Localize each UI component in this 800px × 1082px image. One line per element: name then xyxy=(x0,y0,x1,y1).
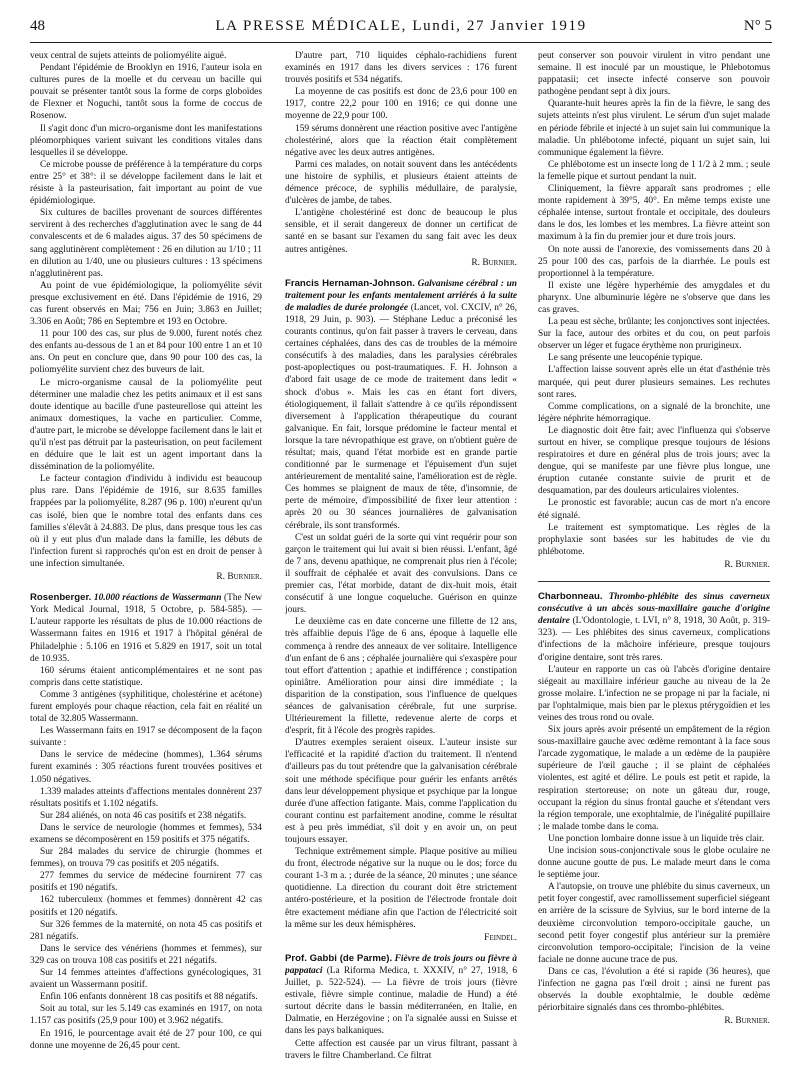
column-2 xyxy=(285,50,517,1078)
paragraph: Soit au total, sur les 5.149 cas examinés en 1917, on nota 1.157 cas positifs (25,9 pour 100) et 3.962 négatifs. xyxy=(30,1004,262,1027)
header-rule xyxy=(30,42,772,43)
paragraph: Dans le service des vénériens (hommes et femmes), sur 329 cas on trouva 108 cas positifs et 221 négatifs. xyxy=(30,943,262,966)
paragraph: Sur 326 femmes de la maternité, on nota 45 cas positifs et 281 négatifs. xyxy=(30,919,262,942)
article-citation: (The New York Medical Journal, 1918, 5 Octobre, p. 584-585). — L'auteur rapporte les résultats de plus de 10.000 réactions de Wassermann faites en 1916 et 1917 à l'hôpital général de Philadelphie : 5.106 en 1916 et 5.829 en 1917, soit un total de 10.935. xyxy=(30,593,262,664)
article-author: Francis Hernaman-Johnson. xyxy=(285,277,415,289)
paragraph: Technique extrêmement simple. Plaque positive au milieu du front, électrode négative sur la nuque ou le dos; force du courant 1-3 m a. ; durée de la séance, 20 minutes ; une séance quotidienne. La direction du courant doit être strictement antéro-postérieure, et la position de l'électrode frontale doit être exactement médiane afin que l'action de l'électricité soit la même sur les deux hémisphères. xyxy=(285,847,517,930)
paragraph: 160 sérums étaient anticomplémentaires et ne sont pas compris dans cette statistique. xyxy=(30,665,262,688)
paragraph: D'autre part, 710 liquides céphalo-rachidiens furent examinés en 1917 dans les divers services : 176 furent trouvés positifs et 534 négatifs. xyxy=(285,51,517,86)
paragraph: L'auteur en rapporte un cas où l'abcès d'origine dentaire siégeait au maxillaire inférieur gauche au niveau de la 2e grosse molaire. L'infection ne se propage ni par la faciale, ni par l'ophtalmique, mais bien par le plexus ptérygoïdien et les veines des trous rond ou ovale. xyxy=(538,664,770,723)
paragraph: L'antigène cholestériné est donc de beaucoup le plus sensible, et il serait dangereux de donner un certificat de santé en se basant sur l'examen du sang fait avec les deux autres antigènes. xyxy=(285,208,517,255)
paragraph: Six jours après avoir présenté un empâtement de la région sous-maxillaire gauche avec œdème remontant à la face sous l'arcade zygomatique, le malade a un œdème de la paupière supérieure de l'œil gauche ; il se plaint de céphalées violentes, est agité et délire. Le pouls est petit et rapide, la respiration stertoreuse; on note un gâteau dur, rouge, occupant la région du sinus frontal gauche et s'étendant vers la région temporale, une exophtalmie, de l'inégalité pupillaire ; le malade tombe dans le coma. xyxy=(538,725,770,832)
paragraph: L'affection laisse souvent après elle un état d'asthénie très marquée, qui peut durer plusieurs semaines. Les rechutes sont rares. xyxy=(538,365,770,400)
article-wassermann xyxy=(30,592,262,1052)
paragraph: Ce microbe pousse de préférence à la température du corps entre 25° et 38°: il se développe facilement dans le lait et résiste à la pasteurisation, fait important au point de vue épidémiologique. xyxy=(30,159,262,207)
article-heading xyxy=(285,953,517,1038)
article-galvanisme xyxy=(285,278,517,944)
paragraph: C'est un soldat guéri de la sorte qui vint requérir pour son garçon le traitement qui lui avait si bien réussi. L'enfant, âgé de 7 ans, devenu apathique, ne comprenait plus rien à l'école; il souffrait de céphalée et avait des convulsions. Dans ce premier cas, l'état morbide, datant de dix-huit mois, était consécutif à une longue coqueluche. Guérison en quinze jours. xyxy=(285,532,517,616)
paragraph: Le sang présente une leucopénie typique. xyxy=(548,353,703,364)
paragraph: Il existe une légère hyperhémie des amygdales et du pharynx. Une albuminurie légère ne s'observe que dans les cas graves. xyxy=(538,280,770,315)
paragraph: Ce phlébotome est un insecte long de 1 1/2 à 2 mm. ; seule la femelle pique et surtout pendant la nuit. xyxy=(538,159,770,182)
paragraph: La moyenne de cas positifs est donc de 23,6 pour 100 en 1917, contre 22,2 pour 100 en 1916; ce qui donne une moyenne de 22,9 pour 100. xyxy=(285,87,517,122)
article-citation: (L'Odontologie, t. LVI, n° 8, 1918, 30 Août, p. 319-323). — Les phlébites des sinus caverneux, complications d'infections de la mâchoire inférieure, presque toujours d'origine dentaire, sont très rares. xyxy=(538,616,770,663)
paragraph: Le micro-organisme causal de la poliomyélite peut déterminer une maladie chez les petits animaux et il est sans doute identique au bacille d'une pasteurellose qui atteint les animaux domestiques, la vache en particulier. Comme, d'autre part, le microbe se développe facilement dans le lait et qu'il n'est pas détruit par la pasteurisation, on peut facilement en déduire que le lait est un agent important dans la dissémination de la poliomyélite. xyxy=(30,377,262,473)
paragraph: La peau est sèche, brûlante; les conjonctives sont injectées. Sur la face, autour des orbites et du cou, on peut parfois observer un léger et fugace érythème non prurigineux. xyxy=(538,317,770,352)
paragraph: Au point de vue épidémiologique, la poliomyélite sévit presque exclusivement en été. Dans l'épidémie de 1916, 29 cas furent observés en Mai; 756 en Juin; 3.863 en Juillet; 3.306 en Août; 786 en Septembre et 193 en Octobre. xyxy=(30,280,262,328)
journal-title: LA PRESSE MÉDICALE, Lundi, 27 Janvier 1919 xyxy=(215,18,587,34)
paragraph: Cliniquement, la fièvre apparaît sans prodromes ; elle monte rapidement à 39°5, 40°. En même temps existe une céphalée intense, surtout frontale et occipitale, des douleurs dans le dos, les lombes et les membres. La fièvre atteint son maximum à la fin du premier jour et dure trois jours. xyxy=(538,184,770,243)
paragraph: En 1916, le pourcentage avait été de 27 pour 100, ce qui donne une moyenne de 26,45 pour cent. xyxy=(30,1028,262,1051)
paragraph: D'autres exemples seraient oiseux. L'auteur insiste sur l'efficacité et la rapidité d'action du traitement. Il n'entend d'ailleurs pas du tout prétendre que la galvanisation cérébrale soit une méthode spécifique pour guérir les enfants arrêtés dans leur développement physique et psychique par la longue durée d'une affection fatigante. Mais, comme l'application du courant continu est parfaitement anodine, comme le résultat est à peu près immédiat, s'il doit y en avoir un, on peut toujours essayer. xyxy=(285,738,517,845)
paragraph: Le traitement est symptomatique. Les règles de la prophylaxie sont basées sur les habitudes de vie du phlébotome. xyxy=(538,522,770,557)
paragraph: Une incision sous-conjonctivale sous le globe oculaire ne donne aucune goutte de pus. Le malade meurt dans le coma le septième jour. xyxy=(538,846,770,881)
issue-number: N° 5 xyxy=(743,18,772,34)
paragraph: Dans le service de médecine (hommes), 1.364 sérums furent examinés : 305 réactions furent trouvées positives et 1.050 négatives. xyxy=(30,750,262,785)
article-title: Galvanisme cérébral : un traitement pour les enfants mentalement arriérés à la suite de maladies de durée prolongée xyxy=(285,278,517,313)
article-author: Charbonneau. xyxy=(538,591,603,603)
paragraph: Sur 14 femmes atteintes d'affections gynécologiques, 31 avaient un Wassermann positif. xyxy=(30,968,262,991)
article-fievre-trois-jours xyxy=(285,953,517,1062)
paragraph: Quarante-huit heures après la fin de la fièvre, le sang des sujets atteints n'est plus virulent. Le sérum d'un sujet malade en période fébrile et injecté à un sujet sain lui communique la maladie. Un phlébotome infecté, piquant un sujet sain, lui communique également la fièvre. xyxy=(538,99,770,158)
article-title: Fièvre de trois jours ou fièvre à pappataci xyxy=(285,953,517,976)
paragraph: Cette affection est causée par un virus filtrant, passant à travers le filtre Chamberland. Ce filtrat xyxy=(285,1038,517,1061)
article-author: Rosenberger. xyxy=(30,592,92,604)
author-signature: R. Burnier. xyxy=(724,559,770,570)
page-header xyxy=(30,18,772,40)
article-heading xyxy=(285,278,517,532)
paragraph: Le deuxième cas en date concerne une fillette de 12 ans, très affaiblie depuis l'âge de 6 ans, époque à laquelle elle commença à rendre des anneaux de ver solitaire. Intelligence d'un enfant de 6 ans ; céphalée journalière qui s'exaspère pour tout effort d'attention ; apathie et indifférence ; constipation opiniâtre. Amélioration pour ainsi dire immédiate ; la disparition de la constipation, sous l'influence de quelques séances de galvanisation cérébrale, fut une surprise. Ultérieurement la fillette, redevenue alerte de corps et d'esprit, fit à l'école des progrès rapides. xyxy=(285,617,517,737)
column-1 xyxy=(30,50,262,1078)
paragraph: 11 pour 100 des cas, sur plus de 9.000, furent notés chez des enfants au-dessous de 1 an et 84 pour 100 entre 1 an et 10 ans. On peut en conclure que, dans 90 pour 100 des cas, la poliomyélite survient chez des buveurs de lait. xyxy=(30,329,262,376)
article-heading xyxy=(30,592,262,665)
paragraph: Sur 284 aliénés, on nota 46 cas positifs et 238 négatifs. xyxy=(40,810,247,821)
author-signature: R. Burnier. xyxy=(216,572,262,583)
paragraph: On note aussi de l'anorexie, des vomissements dans 20 à 25 pour 100 des cas, parfois de la diarrhée. Le pouls est proportionnel à la température. xyxy=(538,244,770,279)
paragraph: Il s'agit donc d'un micro-organisme dont les manifestations pléomorphiques varient suivant les conditions vitales dans lesquelles il se développe. xyxy=(30,123,262,158)
article-citation: (Lancet, vol. CXCIV, n° 26, 1918, 29 Juin, p. 903). — Stéphane Leduc a préconisé les courants continus, qu'on fait passer à travers le cerveau, dans certaines céphalées, dans des cas de troubles de la mémoire consécutifs à des maladies, dans les paralysies cérébrales post-apoplectiques ou post-traumatiques. F. H. Johnson a d'abord fait usage de ce mode de traitement dans ledit « shock d'obus ». Mais les cas en étant fort divers, étiologiquement, il fallait s'attendre à ce qu'ils répondissent diversement à l'application thérapeutique du courant galvanique. En fait, lorsque prédomine le facteur mental et lorsque la tare névropathique est grave, on n'obtient guère de résultat; mais, quand l'état morbide est en grande partie conditionné par le surmenage et l'épuisement d'un sujet antérieurement de mentalité saine, l'amélioration est de règle. Ces hommes se plaignent de maux de tête, d'insomnie, de perte de mémoire, d'impossibilité de fixer leur attention : après 20 ou 30 séances journalières de galvanisation cérébrale, ils sont transformés. xyxy=(285,302,517,531)
paragraph: Pendant l'épidémie de Brooklyn en 1916, l'auteur isola en cultures pures de la moelle et du cerveau un bacille qui pouvait se présenter tantôt sous la forme de corps globoïdes de Flexner et Noguchi, tantôt sous la forme de coccus de Rosenow. xyxy=(30,63,262,122)
paragraph: peut conserver son pouvoir virulent in vitro pendant une semaine. Il est inoculé par un moustique, le Phlebotomus pappatasii; cet insecte infecté conserve son pouvoir pathogène pendant sept à dix jours. xyxy=(538,51,770,98)
paragraph: Six cultures de bacilles provenant de sources différentes servirent à des recherches d'agglutination avec le sang de 44 convalescents et de 6 malades aigus. 37 des 50 spécimens de sang agglutinèrent complètement : 26 en dilution au 1/10 ; 11 en dilution au 1/40, une ou plusieurs cultures : 13 spécimens n'agglutinèrent pas. xyxy=(30,208,262,279)
article-heading xyxy=(538,591,770,664)
article-title: 10.000 réactions de Wassermann xyxy=(93,593,222,604)
paragraph: Parmi ces malades, on notait souvent dans les antécédents une histoire de syphilis, et plusieurs étaient atteints de démence précoce, de syphilis médullaire, de paralysie, d'ulcères de jambe, de tabes. xyxy=(285,159,517,207)
column-3 xyxy=(538,50,770,1078)
article-separator xyxy=(538,581,770,582)
paragraph: Dans ce cas, l'évolution a été si rapide (36 heures), que l'infection ne gagna pas l'œil droit ; ainsi ne furent pas observés la double exophtalmie, le double œdème périorbitaire signalés dans ces thrombo-phlébites. xyxy=(538,966,770,1014)
page-number: 48 xyxy=(30,18,45,34)
paragraph: Le facteur contagion d'individu à individu est beaucoup plus rare. Dans l'épidémie de 1916, sur 8.635 familles frappées par la poliomyélite, 8.287 (96 p. 100) n'eurent qu'un cas isolé, bien que le nombre total des enfants dans ces familles s'élevât à 24.883. De plus, dans presque tous les cas où il y eut plus d'un malade dans la famille, les débuts de l'infection furent si rapprochés qu'on est en droit de penser à une infection simultanée. xyxy=(30,474,262,569)
paragraph: 1.339 malades atteints d'affections mentales donnèrent 237 résultats positifs et 1.102 négatifs. xyxy=(30,786,262,809)
paragraph: veux central de sujets atteints de poliomyélite aiguë. xyxy=(30,51,227,61)
paragraph: Le diagnostic doit être fait; avec l'influenza qui s'observe surtout en hiver, se complique presque toujours de lésions respiratoires et dure en général plus de trois jours; avec la dengue, qui se manifeste par une fièvre plus longue, une éruption cutanée constante suivie de prurit et de desquamation, par des douleurs articulaires violentes. xyxy=(538,425,770,497)
article-thrombo-phlebite xyxy=(538,591,770,1027)
paragraph: Comme 3 antigènes (syphilitique, cholestérine et acétone) furent employés pour chaque réaction, cela fait en réalité un total de 32.805 Wassermann. xyxy=(30,689,262,725)
author-signature: R. Burnier. xyxy=(471,257,517,268)
paragraph: 277 femmes du service de médecine fournirent 77 cas positifs et 190 négatifs. xyxy=(30,871,262,894)
paragraph: Enfin 106 enfants donnèrent 18 cas positifs et 88 négatifs. xyxy=(40,992,258,1003)
paragraph: Comme complications, on a signalé de la bronchite, une légère néphrite hémorragique. xyxy=(538,401,770,424)
paragraph: Une ponction lombaire donne issue à un liquide très clair. xyxy=(548,833,765,844)
article-title: Thrombo-phlébite des sinus caverneux consécutive à un abcès sous-maxillaire gauche d'origine dentaire xyxy=(538,592,770,627)
paragraph: A l'autopsie, on trouve une phlébite du sinus caverneux, un petit foyer congestif, avec ramollissement superficiel siégeant en arrière de la scissure de Sylvius, sur le bord interne de la deuxième circonvolution temporo-occipitale gauche, un second petit foyer congestif plus antérieur sur la première circonvolution temporo-occipitale; l'incision de la veine faciale ne donne aucune trace de pus. xyxy=(538,882,770,965)
paragraph: Les Wassermann faits en 1917 se décomposent de la façon suivante : xyxy=(30,726,262,749)
article-author: Prof. Gabbi (de Parme). xyxy=(285,952,393,964)
paragraph: Dans le service de neurologie (hommes et femmes), 534 examens se décomposèrent en 159 positifs et 375 négatifs. xyxy=(30,822,262,845)
paragraph: 159 sérums donnèrent une réaction positive avec l'antigène cholestériné, alors que la réaction était complètement négative avec les deux autres antigènes. xyxy=(285,123,517,158)
author-signature: Feindel. xyxy=(484,932,517,943)
paragraph: Le pronostic est favorable; aucun cas de mort n'a encore été signalé. xyxy=(538,498,770,521)
article-citation: (La Riforma Medica, t. XXXIV, n° 27, 1918, 6 Juillet, p. 522-524). — La fièvre de trois jours (fièvre estivale, fièvre simple continue, maladie de Hund) a été surtout décrite dans le bassin méditerranéen, en Italie, en Dalmatie, en Herzégovine ; on l'a signalée aussi en Suisse et dans les pays balkaniques. xyxy=(285,965,517,1037)
author-signature: R. Burnier. xyxy=(724,1016,770,1027)
paragraph: 162 tuberculeux (hommes et femmes) donnèrent 42 cas positifs et 120 négatifs. xyxy=(30,895,262,918)
paragraph: Sur 284 malades du service de chirurgie (hommes et femmes), on trouva 79 cas positifs et 205 négatifs. xyxy=(30,847,262,870)
